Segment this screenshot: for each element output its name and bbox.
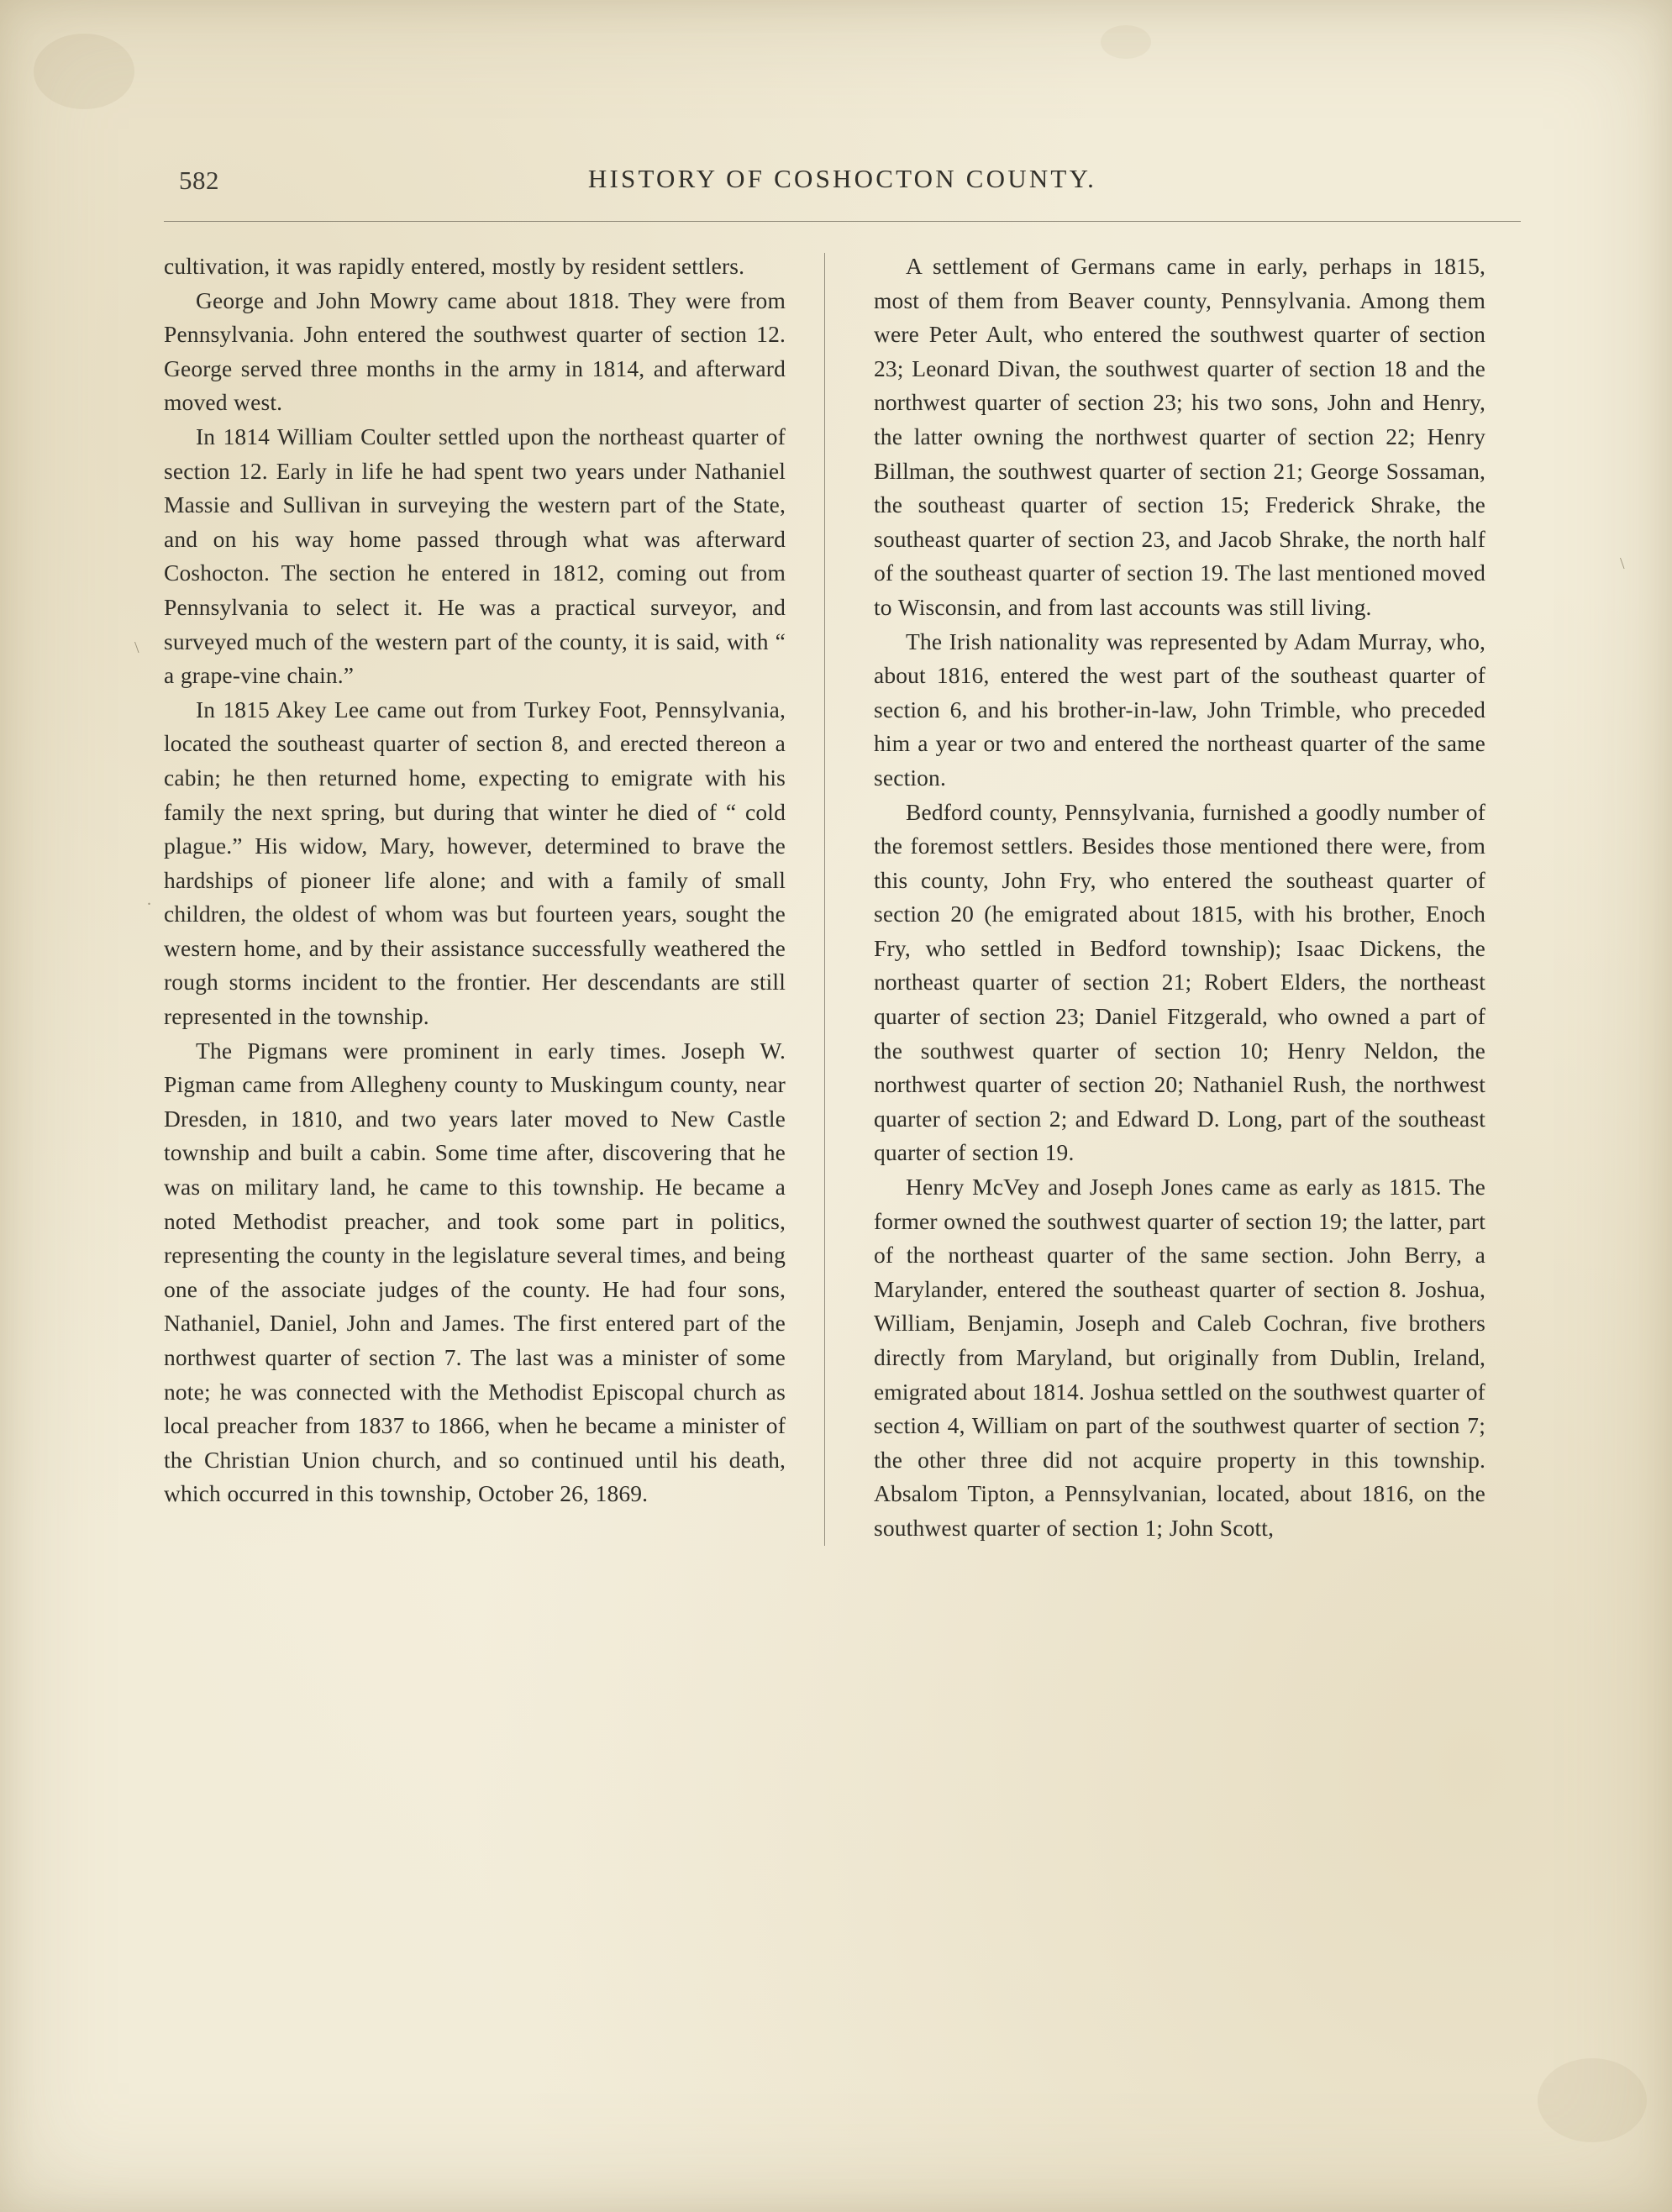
column-left bbox=[164, 250, 811, 1546]
paragraph: A settlement of Germans came in early, perhaps in 1815, most of them from Beaver county, Pennsylvania. Among them were Peter Ault, who entered the southwest quarter of section 23; Leonard Divan, the southwest quarter of section 18 and the northwest quarter of section 23; his two sons, John and Henry, the latter owning the northwest quarter of section 22; Henry Billman, the southwest quarter of section 21; George Sossaman, the southeast quarter of section 15; Frederick Shrake, the southeast quarter of section 23, and Jacob Shrake, the north half of the southeast quarter of section 19. The last mentioned moved to Wisconsin, and from last accounts was still living. bbox=[874, 253, 1485, 620]
paragraph: In 1815 Akey Lee came out from Turkey Foot, Pennsylvania, located the southeast quarter of section 8, and erected thereon a cabin; he then returned home, expecting to emigrate with his family the next spring, but during that winter he died of “ cold plague.” His widow, Mary, however, determined to brave the hardships of pioneer life alone; and with a family of small children, the oldest of whom was but fourteen years, sought the western home, and by their assistance successfully weathered the rough storms incident to the frontier. Her descendants are still represented in the township. bbox=[164, 696, 786, 1030]
paragraph: The Irish nationality was represented by Adam Murray, who, about 1816, entered the west part of the southeast quarter of section 6, and his brother-in-law, John Trimble, who preceded him a year or two and entered the northeast quarter of the same section. bbox=[874, 628, 1485, 791]
column-divider bbox=[824, 253, 825, 1546]
paper-smudge bbox=[1538, 2058, 1647, 2142]
paragraph: cultivation, it was rapidly entered, mostly by resident settlers. bbox=[164, 253, 745, 279]
paragraph: In 1814 William Coulter settled upon the northeast quarter of section 12. Early in life he had spent two years under Nathaniel Massie and Sullivan in surveying the western part of the State, and on his way home passed through what was afterward Coshocton. The section he entered in 1812, coming out from Pennsylvania to select it. He was a practical surveyor, and surveyed much of the western part of the county, it is said, with “ a grape-vine chain.” bbox=[164, 423, 786, 689]
page-header bbox=[164, 155, 1521, 214]
running-head: HISTORY OF COSHOCTON COUNTY. bbox=[587, 164, 1097, 193]
two-column-layout bbox=[164, 250, 1521, 1546]
paragraph: Henry McVey and Joseph Jones came as early as 1815. The former owned the southwest quarter of section 19; the latter, part of the northeast quarter of the same section. John Berry, a Marylander, entered the southeast quarter of section 8. Joshua, William, Benjamin, Joseph and Caleb Cochran, five brothers directly from Maryland, but originally from Dublin, Ireland, emigrated about 1814. Joshua settled on the southwest quarter of section 4, William on part of the southwest quarter of section 7; the other three did not acquire property in this township. Absalom Tipton, a Pennsylvanian, located, about 1816, on the southwest quarter of section 1; John Scott, bbox=[874, 1174, 1485, 1541]
margin-mark: \ bbox=[134, 638, 139, 657]
paper-smudge bbox=[1101, 25, 1151, 59]
page-number: 582 bbox=[179, 166, 219, 195]
page-text-block bbox=[164, 155, 1521, 2079]
paragraph: George and John Mowry came about 1818. They were from Pennsylvania. John entered the southwest quarter of section 12. George served three months in the army in 1814, and afterward moved west. bbox=[164, 286, 786, 416]
column-right bbox=[839, 250, 1485, 1546]
paper-smudge bbox=[34, 34, 134, 109]
margin-mark: . bbox=[147, 891, 151, 909]
paragraph: The Pigmans were prominent in early times. Joseph W. Pigman came from Allegheny county to Muskingum county, near Dresden, in 1810, and two years later moved to New Castle township and built a cabin. Some time after, discovering that he was on military land, he came to this township. He became a noted Methodist preacher, and took some part in politics, representing the county in the legislature several times, and being one of the associate judges of the county. He had four sons, Nathaniel, Daniel, John and James. The first entered part of the northwest quarter of section 7. The last was a minister of some note; he was connected with the Methodist Episcopal church as local preacher from 1837 to 1866, when he became a minister of the Christian Union church, and so continued until his death, which occurred in this township, October 26, 1869. bbox=[164, 1037, 786, 1507]
paragraph: Bedford county, Pennsylvania, furnished a goodly number of the foremost settlers. Besides those mentioned there were, from this county, John Fry, who entered the southeast quarter of section 20 (he emigrated about 1815, with his brother, Enoch Fry, who settled in Bedford township); Isaac Dickens, the northeast quarter of section 21; Robert Elders, the northeast quarter of section 23; Daniel Fitzgerald, who owned a part of the southwest quarter of section 10; Henry Neldon, the northwest quarter of section 20; Nathaniel Rush, the northwest quarter of section 2; and Edward D. Long, part of the southeast quarter of section 19. bbox=[874, 798, 1485, 1166]
margin-mark: \ bbox=[1620, 554, 1625, 573]
header-rule bbox=[164, 221, 1521, 222]
